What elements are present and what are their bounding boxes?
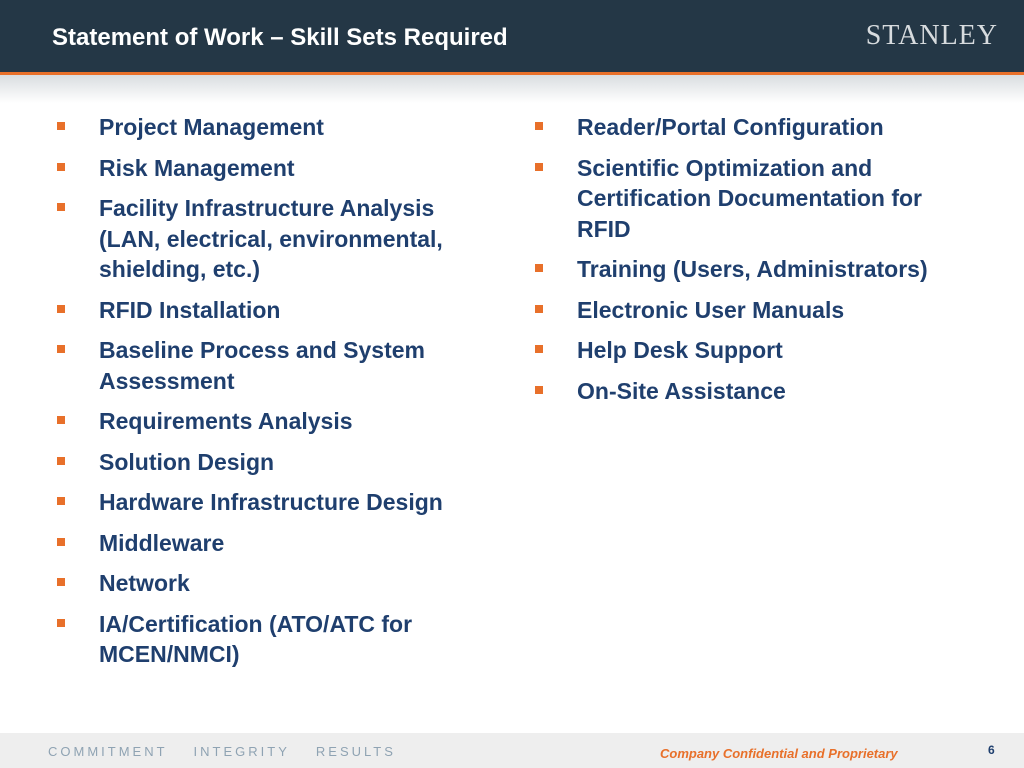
list-item-text: IA/Certification (ATO/ATC for MCEN/NMCI) [99, 610, 413, 667]
bullet-icon [57, 619, 65, 627]
bullet-icon [535, 345, 543, 353]
list-item-text: Scientific Optimization and Certification Documentation for RFID [577, 154, 923, 242]
list-item [54, 153, 494, 184]
list-item-text: Middleware [99, 529, 225, 556]
value-commitment: COMMITMENT [48, 744, 168, 759]
list-item-text: Baseline Process and System Assessment [99, 337, 425, 394]
bullet-icon [57, 122, 65, 130]
list-item [54, 568, 494, 599]
bullet-icon [535, 163, 543, 171]
list-item [54, 112, 494, 143]
bullet-icon [57, 345, 65, 353]
list-item [532, 254, 982, 285]
list-item [532, 112, 982, 143]
list-item [54, 295, 494, 326]
list-item-text: Electronic User Manuals [577, 296, 845, 323]
slide-title: Statement of Work – Skill Sets Required [52, 24, 508, 51]
company-values [48, 744, 396, 759]
list-item [54, 406, 494, 437]
list-item-text: Training (Users, Administrators) [577, 256, 928, 282]
bullet-icon [57, 416, 65, 424]
header-shadow [0, 75, 1024, 103]
bullet-icon [57, 203, 65, 211]
value-integrity: INTEGRITY [193, 744, 290, 759]
bullet-icon [535, 264, 543, 272]
value-results: RESULTS [315, 744, 396, 759]
right-bullet-list [532, 112, 982, 416]
list-item [532, 153, 982, 245]
bullet-icon [535, 386, 543, 394]
list-item [54, 528, 494, 559]
list-item-text: Solution Design [99, 448, 275, 475]
list-item-text: Requirements Analysis [99, 408, 353, 434]
bullet-icon [535, 122, 543, 130]
list-item-text: Risk Management [99, 154, 295, 181]
bullet-icon [57, 163, 65, 171]
bullet-icon [57, 538, 65, 546]
page-number: 6 [988, 743, 995, 757]
list-item-text: Project Management [99, 114, 324, 140]
list-item-text: RFID Installation [99, 296, 281, 323]
list-item-text: Help Desk Support [577, 337, 783, 363]
list-item-text: Network [99, 570, 190, 596]
list-item-text: Hardware Infrastructure Design [99, 489, 443, 515]
confidential-notice: Company Confidential and Proprietary [660, 746, 898, 761]
list-item [532, 335, 982, 366]
list-item [54, 447, 494, 478]
bullet-icon [535, 305, 543, 313]
bullet-icon [57, 497, 65, 505]
list-item [54, 609, 494, 670]
list-item-text: On-Site Assistance [577, 377, 786, 404]
bullet-icon [57, 457, 65, 465]
bullet-icon [57, 578, 65, 586]
left-bullet-list [54, 112, 494, 680]
list-item [54, 193, 494, 285]
list-item [532, 376, 982, 407]
list-item [532, 295, 982, 326]
list-item-text: Reader/Portal Configuration [577, 114, 884, 140]
bullet-icon [57, 305, 65, 313]
list-item [54, 335, 494, 396]
list-item [54, 487, 494, 518]
stanley-logo: STANLEY [865, 20, 998, 51]
list-item-text: Facility Infrastructure Analysis (LAN, electrical, environmental, shielding, etc.) [99, 195, 443, 282]
